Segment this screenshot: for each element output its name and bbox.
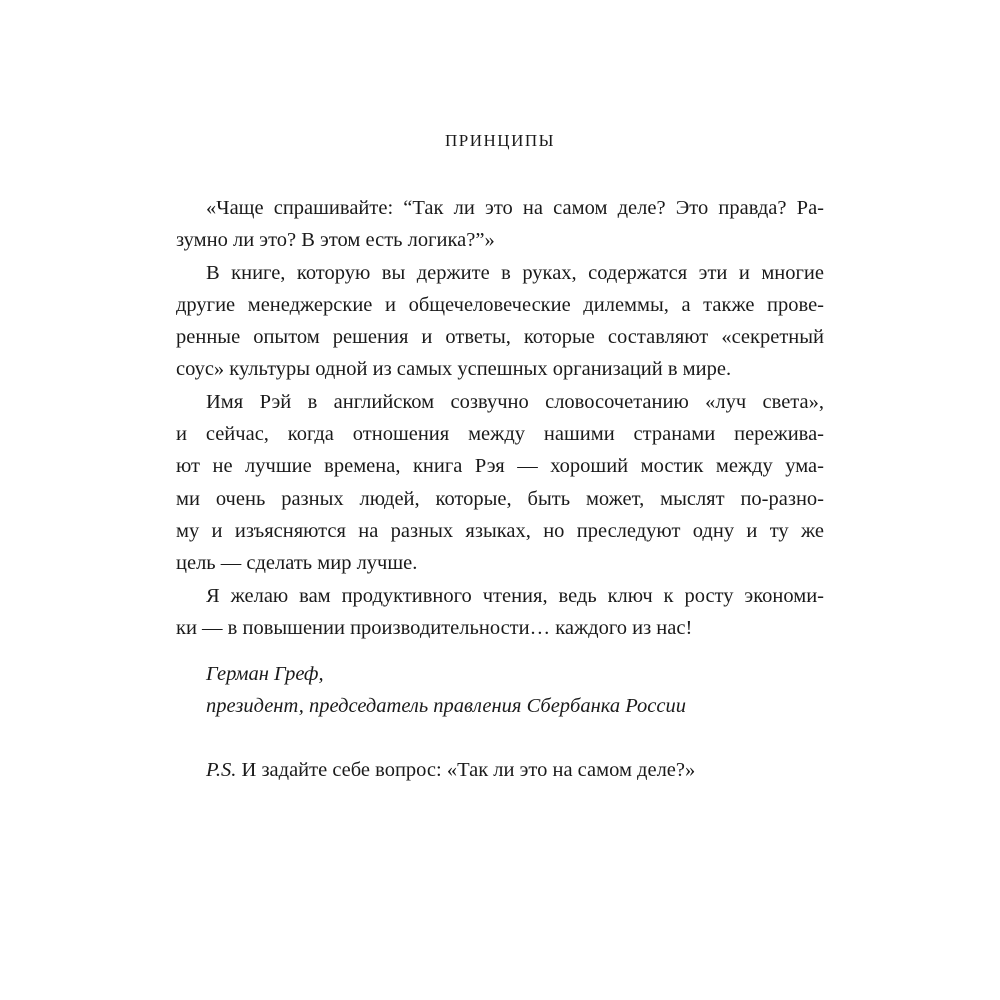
running-header: ПРИНЦИПЫ (445, 131, 555, 150)
signature-name: Герман Греф, (206, 663, 324, 685)
text-line: ми очень разных людей, которые, быть может, мыслят по-разно- (176, 487, 824, 510)
paragraph (176, 257, 824, 386)
text-line: ют не лучшие времена, книга Рэя — хороший мостик между ума- (176, 455, 824, 478)
paragraph (176, 386, 824, 580)
text-line: Я желаю вам продуктивного чтения, ведь ключ к росту экономи- (206, 584, 824, 607)
postscript (206, 754, 695, 786)
text-line: и сейчас, когда отношения между нашими странами пережива- (176, 423, 824, 446)
text-line: ренные опытом решения и ответы, которые составляют «секретный (176, 326, 824, 349)
text-line: соус» культуры одной из самых успешных организаций в мире. (176, 358, 732, 381)
text-line: Имя Рэй в английском созвучно словосочетанию «луч света», (206, 390, 824, 413)
body-text (176, 192, 824, 644)
paragraph (176, 580, 824, 645)
text-line: другие менеджерские и общечеловеческие дилеммы, а также прове- (176, 293, 824, 316)
text-line: му и изъясняются на разных языках, но преследуют одну и ту же (176, 519, 824, 542)
text-line: «Чаще спрашивайте: “Так ли это на самом деле? Это правда? Ра- (206, 197, 824, 219)
postscript-text: И задайте себе вопрос: «Так ли это на самом деле?» (236, 759, 696, 781)
postscript-prefix: P.S. (206, 759, 237, 781)
text-line: зумно ли это? В этом есть логика?”» (176, 229, 495, 252)
signature-title: президент, председатель правления Сбербанка России (206, 695, 686, 717)
paragraph (176, 192, 824, 257)
text-line: ки — в повышении производительности… каждого из нас! (176, 616, 693, 639)
text-line: цель — сделать мир лучше. (176, 552, 418, 575)
text-line: В книге, которую вы держите в руках, содержатся эти и многие (206, 261, 824, 284)
